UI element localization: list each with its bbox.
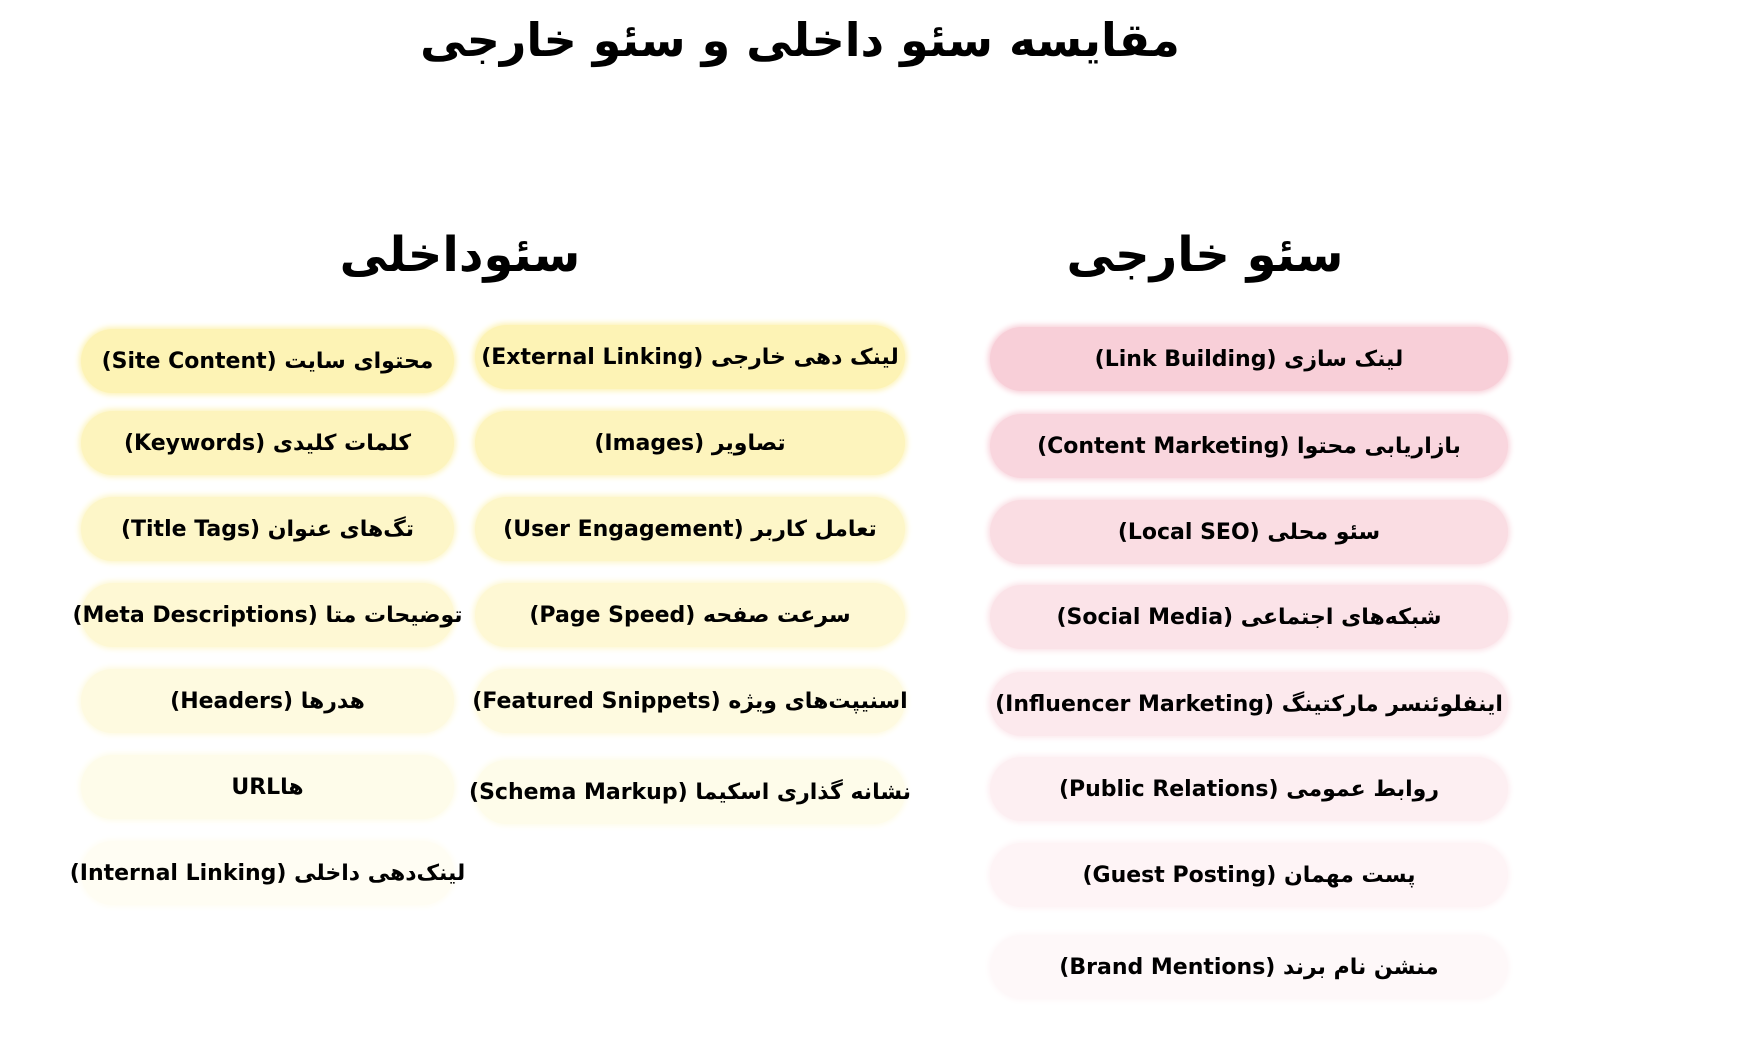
main-title: مقایسه سئو داخلی و سئو خارجی [420,13,1180,67]
external-item-brand-mentions: (Brand Mentions) منشن نام برند [990,935,1508,999]
internal-item-user-engagement: (User Engagement) تعامل کاربر [475,497,905,561]
internal-item-internal-linking: (Internal Linking) لینک‌دهی داخلی [81,841,454,905]
internal-item-page-speed: (Page Speed) سرعت صفحه [475,583,905,647]
external-item-link-building: (Link Building) لینک سازی [990,327,1508,391]
internal-item-external-linking: (External Linking) لینک دهی خارجی [475,325,905,389]
external-item-influencer-marketing: (Influencer Marketing) اینفلوئنسر مارکتینگ [990,672,1508,736]
internal-item-site-content: (Site Content) محتوای سایت [81,329,454,393]
external-item-social-media: (Social Media) شبکه‌های اجتماعی [990,585,1508,649]
internal-seo-heading: سئوداخلی [339,227,581,283]
external-item-content-marketing: (Content Marketing) بازاریابی محتوا [990,414,1508,478]
internal-item-featured-snippets: (Featured Snippets) اسنیپت‌های ویژه [475,669,905,733]
external-item-public-relations: (Public Relations) روابط عمومی [990,757,1508,821]
external-item-guest-posting: (Guest Posting) پست مهمان [990,843,1508,907]
internal-item-meta-descriptions: (Meta Descriptions) توضیحات متا [81,583,454,647]
internal-item-images: (Images) تصاویر [475,411,905,475]
internal-item-urls: URLها [81,755,454,819]
external-seo-heading: سئو خارجی [1066,227,1344,283]
internal-item-schema-markup: (Schema Markup) نشانه گذاری اسکیما [475,760,905,824]
internal-item-keywords: (Keywords) کلمات کلیدی [81,411,454,475]
internal-item-headers: (Headers) هدرها [81,669,454,733]
internal-item-title-tags: (Title Tags) تگ‌های عنوان [81,497,454,561]
external-item-local-seo: (Local SEO) سئو محلی [990,500,1508,564]
